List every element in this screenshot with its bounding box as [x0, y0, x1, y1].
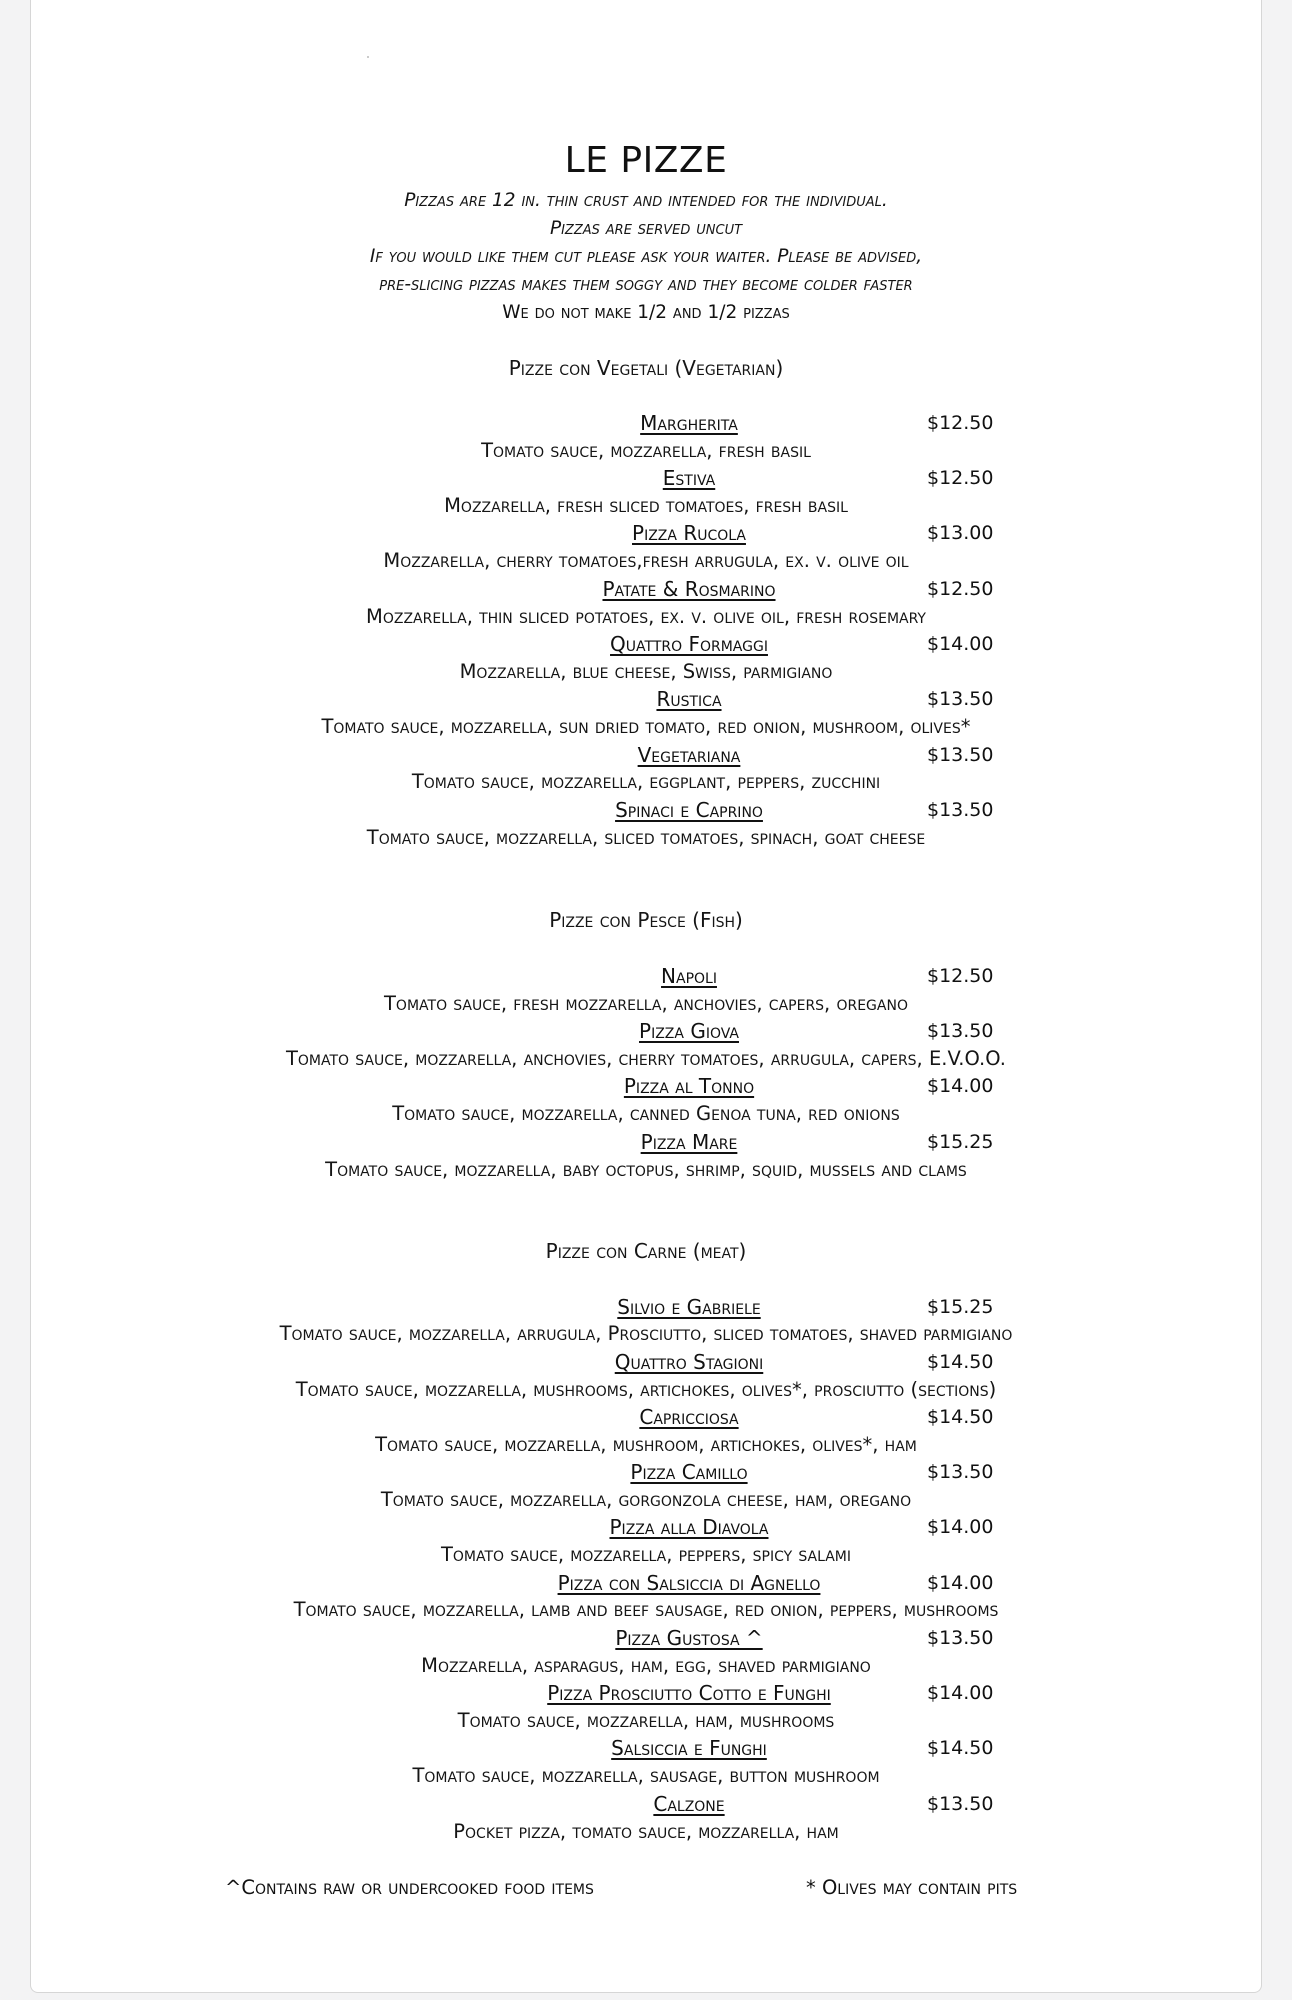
menu-page	[30, 0, 1262, 1993]
item-name: Quattro Formaggi	[610, 632, 768, 656]
section-title-fish: Pizze con Pesce (Fish)	[549, 908, 743, 932]
item-description: Tomato sauce, mozzarella, peppers, spicy salami	[441, 1543, 851, 1566]
no-half-note: We do not make 1/2 and 1/2 pizzas	[502, 302, 790, 323]
menu-item	[31, 1458, 1261, 1486]
menu-item	[31, 962, 1261, 990]
item-name: Rustica	[656, 687, 722, 711]
item-price: $14.50	[927, 1351, 994, 1373]
item-price: $14.50	[927, 1737, 994, 1759]
item-description: Tomato sauce, mozzarella, canned Genoa tuna, red onions	[392, 1102, 900, 1125]
menu-item	[31, 409, 1261, 437]
item-description: Tomato sauce, mozzarella, baby octopus, shrimp, squid, mussels and clams	[325, 1158, 967, 1181]
item-name: Pizza Rucola	[632, 521, 746, 545]
item-description: Tomato sauce, mozzarella, sliced tomatoes, spinach, goat cheese	[366, 826, 926, 849]
item-price: $14.00	[927, 1516, 994, 1538]
menu-item	[31, 630, 1261, 658]
note-line-1: Pizzas are 12 in. thin crust and intended for the individual.	[404, 190, 888, 211]
menu-item	[31, 1403, 1261, 1431]
menu-item	[31, 1072, 1261, 1100]
item-name: Pizza Camillo	[630, 1460, 748, 1484]
menu-item	[31, 575, 1261, 603]
item-description: Tomato sauce, fresh mozzarella, anchovies, capers, oregano	[384, 992, 908, 1015]
menu-item	[31, 741, 1261, 769]
item-price: $14.50	[927, 1406, 994, 1428]
menu-item	[31, 1513, 1261, 1541]
item-description: Tomato sauce, mozzarella, eggplant, peppers, zucchini	[411, 770, 881, 793]
section-title-vegetarian: Pizze con Vegetali (Vegetarian)	[508, 356, 784, 380]
item-price: $15.25	[927, 1131, 994, 1153]
item-description: Tomato sauce, mozzarella, anchovies, cherry tomatoes, arrugula, capers, E.V.O.O.	[285, 1047, 1007, 1070]
item-price: $12.50	[927, 412, 994, 434]
item-name: Quattro Stagioni	[614, 1350, 764, 1374]
item-price: $14.00	[927, 633, 994, 655]
item-description: Mozzarella, fresh sliced tomatoes, fresh basil	[444, 494, 848, 517]
item-price: $13.50	[927, 799, 994, 821]
item-description: Mozzarella, blue cheese, Swiss, parmigiano	[459, 660, 833, 683]
item-name: Pizza alla Diavola	[609, 1515, 769, 1539]
item-name: Spinaci e Caprino	[615, 798, 763, 822]
item-price: $13.50	[927, 1020, 994, 1042]
item-description: Tomato sauce, mozzarella, mushroom, artichokes, olives*, ham	[375, 1433, 917, 1456]
menu-item	[31, 1128, 1261, 1156]
item-price: $13.50	[927, 1627, 994, 1649]
menu-item	[31, 1569, 1261, 1597]
menu-item	[31, 1679, 1261, 1707]
menu-item	[31, 1017, 1261, 1045]
item-description: Tomato sauce, mozzarella, mushrooms, artichokes, olives*, prosciutto (sections)	[295, 1378, 997, 1401]
item-price: $13.00	[927, 522, 994, 544]
note-line-2: Pizzas are served uncut	[549, 218, 743, 239]
item-price: $12.50	[927, 965, 994, 987]
menu-item	[31, 464, 1261, 492]
item-name: Silvio e Gabriele	[617, 1295, 761, 1319]
menu-item	[31, 1734, 1261, 1762]
item-name: Vegetariana	[637, 743, 741, 767]
page-title: LE PIZZE	[564, 140, 728, 181]
item-description: Tomato sauce, mozzarella, arrugula, Prosciutto, sliced tomatoes, shaved parmigiano	[279, 1322, 1013, 1345]
raw-food-note: ^Contains raw or undercooked food items	[225, 1876, 594, 1899]
item-description: Mozzarella, asparagus, ham, egg, shaved parmigiano	[421, 1654, 871, 1677]
menu-item	[31, 796, 1261, 824]
note-line-4: pre-slicing pizzas makes them soggy and they become colder faster	[379, 274, 913, 295]
item-price: $14.00	[927, 1682, 994, 1704]
item-name: Pizza Giova	[639, 1019, 739, 1043]
item-price: $13.50	[927, 744, 994, 766]
item-price: $13.50	[927, 1461, 994, 1483]
item-name: Calzone	[653, 1792, 725, 1816]
item-price: $14.00	[927, 1572, 994, 1594]
menu-item	[31, 1348, 1261, 1376]
item-name: Napoli	[661, 964, 717, 988]
section-title-meat: Pizze con Carne (meat)	[545, 1239, 747, 1263]
item-description: Pocket pizza, tomato sauce, mozzarella, ham	[453, 1820, 839, 1843]
menu-item	[31, 685, 1261, 713]
item-description: Mozzarella, cherry tomatoes,fresh arrugula, ex. v. olive oil	[383, 549, 909, 572]
menu-item	[31, 1293, 1261, 1321]
item-description: Tomato sauce, mozzarella, gorgonzola cheese, ham, oregano	[380, 1488, 912, 1511]
item-price: $15.25	[927, 1296, 994, 1318]
item-name: Pizza al Tonno	[623, 1074, 755, 1098]
menu-item	[31, 519, 1261, 547]
note-line-3: If you would like them cut please ask your waiter. Please be advised,	[369, 246, 923, 267]
item-name: Pizza Gustosa ^	[615, 1626, 763, 1650]
scan-speck	[367, 56, 369, 58]
item-description: Mozzarella, thin sliced potatoes, ex. v. olive oil, fresh rosemary	[366, 605, 926, 628]
item-name: Pizza Prosciutto Cotto e Funghi	[547, 1681, 831, 1705]
item-description: Tomato sauce, mozzarella, ham, mushrooms	[457, 1709, 835, 1732]
item-price: $12.50	[927, 467, 994, 489]
item-name: Patate & Rosmarino	[602, 577, 776, 601]
item-description: Tomato sauce, mozzarella, fresh basil	[481, 439, 811, 462]
item-description: Tomato sauce, mozzarella, sausage, button mushroom	[412, 1764, 880, 1787]
item-name: Estiva	[662, 466, 716, 490]
item-description: Tomato sauce, mozzarella, lamb and beef sausage, red onion, peppers, mushrooms	[293, 1598, 999, 1621]
item-name: Pizza con Salsiccia di Agnello	[557, 1571, 821, 1595]
menu-item	[31, 1624, 1261, 1652]
item-name: Pizza Mare	[640, 1130, 738, 1154]
item-price: $12.50	[927, 578, 994, 600]
item-description: Tomato sauce, mozzarella, sun dried tomato, red onion, mushroom, olives*	[321, 715, 971, 738]
item-name: Salsiccia e Funghi	[611, 1736, 767, 1760]
menu-item	[31, 1790, 1261, 1818]
item-price: $13.50	[927, 1793, 994, 1815]
item-name: Margherita	[640, 411, 738, 435]
item-price: $14.00	[927, 1075, 994, 1097]
item-price: $13.50	[927, 688, 994, 710]
item-name: Capricciosa	[639, 1405, 739, 1429]
olives-note: * Olives may contain pits	[806, 1876, 1018, 1899]
